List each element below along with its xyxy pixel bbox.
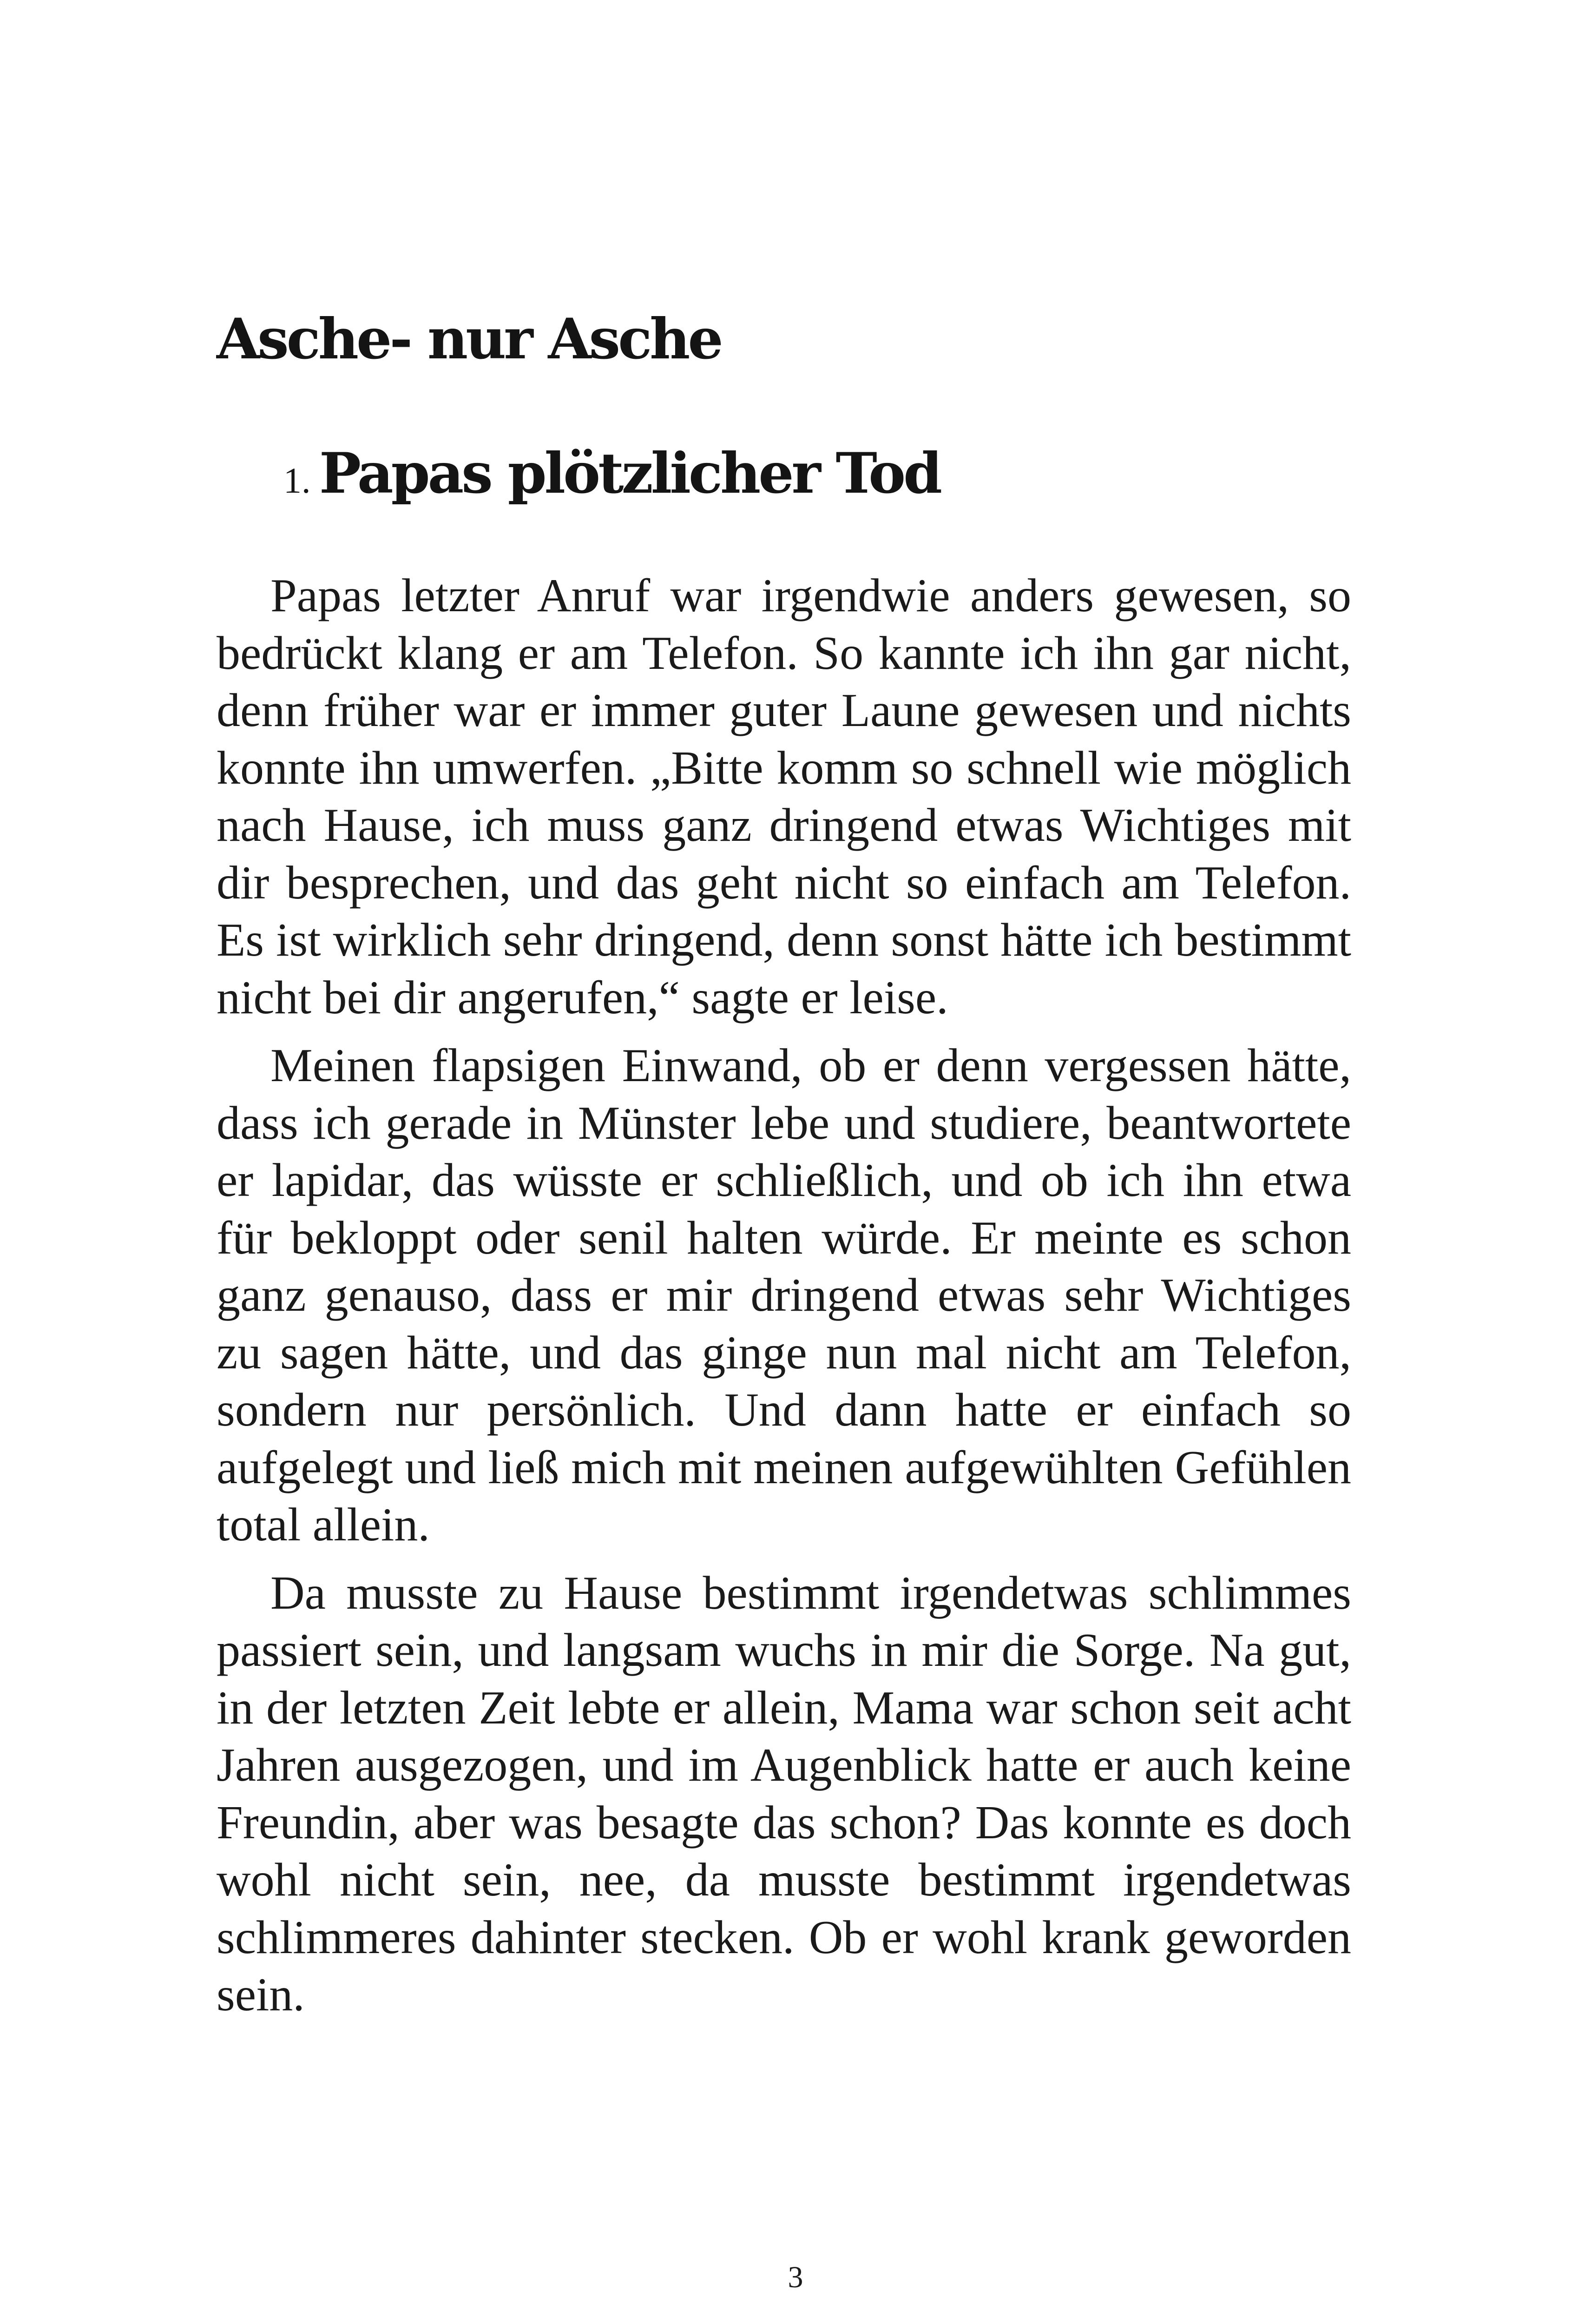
chapter-title: Papas plötzlicher Tod xyxy=(319,441,940,506)
paragraph: Meinen flapsigen Einwand, ob er denn vergessen hätte, dass ich gerade in Münster lebe und studiere, beantwortete er lapidar, das wüsste er schließlich, und ob ich ihn etwa für bekloppt oder senil halten würde. Er meinte es schon ganz genauso, dass er mir dringend etwas sehr Wichtiges zu sagen hätte, und das ginge nun mal nicht am Telefon, sondern nur persönlich. Und dann hatte er einfach so aufgelegt und ließ mich mit meinen aufgewühlten Gefühlen total allein. xyxy=(217,1039,1351,1551)
book-title: Asche- nur Asche xyxy=(217,306,721,372)
chapter-number: 1. xyxy=(283,460,311,501)
paragraph: Da musste zu Hause bestimmt irgendetwas schlimmes passiert sein, und langsam wuchs in mir die Sorge. Na gut, in der letzten Zeit lebte er allein, Mama war schon seit acht Jahren ausgezogen, und im Augenblick hatte er auch keine Freundin, aber was besagte das schon? Das konnte es doch wohl nicht sein, nee, da musste bestimmt irgendetwas schlimmeres dahinter stecken. Ob er wohl krank geworden sein. xyxy=(217,1566,1351,2021)
paragraph: Papas letzter Anruf war irgendwie anders gewesen, so bedrückt klang er am Telefon. So kannte ich ihn gar nicht, denn früher war er immer guter Laune gewesen und nichts konnte ihn umwerfen. „Bitte komm so schnell wie möglich nach Hause, ich muss ganz dringend etwas Wichtiges mit dir besprechen, und das geht nicht so einfach am Telefon. Es ist wirklich sehr dringend, denn sonst hätte ich bestimmt nicht bei dir angerufen,“ sagte er leise. xyxy=(217,569,1351,1024)
chapter-heading xyxy=(283,441,1399,506)
page-number: 3 xyxy=(788,2260,803,2294)
chapter-body xyxy=(217,567,1351,2034)
